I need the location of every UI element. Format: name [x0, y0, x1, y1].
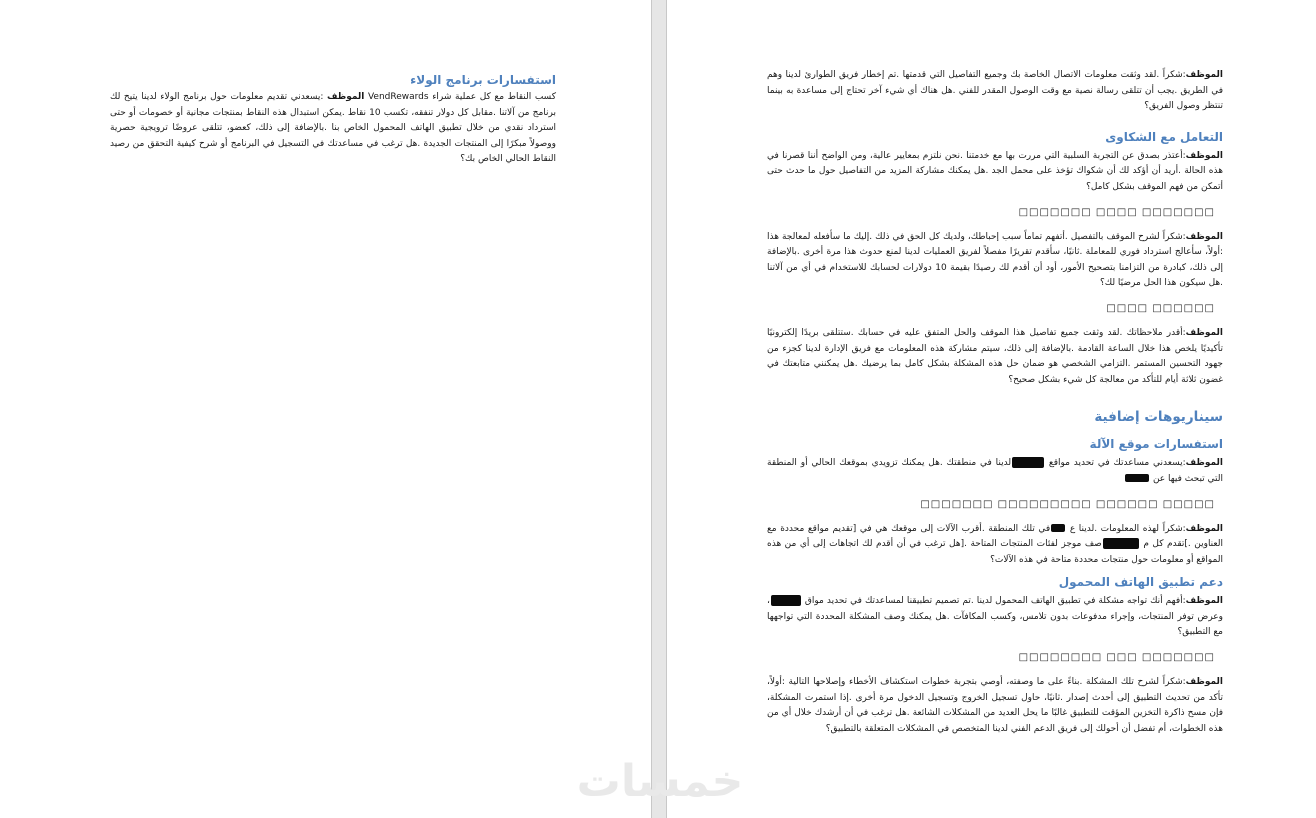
employee-label: الموظف — [327, 92, 365, 102]
mobile-support-text-a: :أفهم أنك تواجه مشكلة في تطبيق الهاتف المحمول لدينا .تم تصميم تطبيقنا لمساعدتك في تحديد مواق — [804, 596, 1186, 607]
right-page-content — [767, 68, 1223, 737]
missing-glyph-line: □□□□□□□□ □□□ □□□□□□□ — [1018, 652, 1215, 664]
machine-location-heading: استفسارات موقع الآلة — [1089, 437, 1223, 452]
machine-directions-text-c: صف موجز لفئات المنتجات المتاحة .[هل ترغب في أن أقدم لك اتجاهات إلى أي من هذه المواقع أو معلومات حول منتجات محددة متاحة في هذه الآلات؟ — [767, 539, 1223, 565]
missing-glyph-line: □□□□□□□ □□□□ □□□□□□□ — [1018, 206, 1215, 218]
redaction-mark — [771, 595, 801, 606]
scenarios-heading: سيناريوهات إضافية — [1094, 409, 1223, 426]
page-gutter — [651, 0, 667, 818]
complaint-apology-paragraph — [767, 149, 1223, 196]
mobile-troubleshooting-text: :شكراً لشرح تلك المشكلة .بناءً على ما وصفته، أوصي بتجربة خطوات استكشاف الأخطاء وإصلاحها التالية :أولاً، تأكد من تحديث التطبيق إلى أحدث إصدار .ثانيًا، حاول تسجيل الخروج وتسجيل الدخول مرة أخرى .إذا استمرت المشكلة، فإن مسح ذاكرة التخزين المؤقت للتطبيق غالبًا ما يحل العديد من المشكلات الشائعة .هل ترغب في أن أرشدك خلال أي من هذه الخطوات، أم تفضل أن أحولك إلى فريق الدعم الفني لدينا المتخصص في المشكلات المتعلقة بالتطبيق؟ — [767, 677, 1223, 734]
redaction-mark — [1051, 524, 1065, 532]
employee-label: الموظف — [1185, 596, 1223, 607]
emergency-text: :شكراً .لقد وثقت معلومات الاتصال الخاصة بك وجميع التفاصيل التي قدمتها .تم إخطار فريق الطوارئ لدينا وهم في الطريق .يجب أن تتلقى رسالة نصية مع وقت الوصول المقدر للفني .هل هناك أي شيء آخر تحتاج إلى مساعدة به بينما تنتظر وصول الفريق؟ — [767, 70, 1223, 112]
left-page — [0, 0, 651, 818]
mobile-troubleshooting-paragraph — [767, 675, 1223, 737]
loyalty-paragraph — [110, 90, 556, 168]
employee-label: الموظف — [1185, 677, 1223, 688]
left-page-content — [110, 72, 556, 168]
machine-directions-text-a: :شكراً لهذه المعلومات .لدينا ع — [1069, 523, 1186, 534]
emergency-paragraph — [767, 68, 1223, 115]
employee-label: الموظف — [1185, 231, 1223, 242]
missing-glyph-line: □□□□□□□ □□□□□□□□□ □□□□□□ □□□□□ — [920, 498, 1215, 510]
employee-label: الموظف — [1185, 70, 1223, 80]
complaint-followup-text: :أقدر ملاحظاتك .لقد وثقت جميع تفاصيل هذا الموقف والحل المتفق عليه في حسابك .ستتلقى بريدًا إلكترونيًا تأكيديًا يلخص هذا خلال الساعة القادمة .بالإضافة إلى ذلك، سيتم مشاركة هذه المعلومات مع فريق الإدارة لدينا كجزء من جهود التحسين المستمر .التزامي الشخصي هو ضمان حل هذه المشكلة بشكل كامل بما يرضيك .هل يمكنني متابعتك في غضون ثلاثة أيام للتأكد من معالجة كل شيء بشكل صحيح؟ — [767, 327, 1223, 385]
mobile-support-heading: دعم تطبيق الهاتف المحمول — [1058, 575, 1223, 590]
employee-label: الموظف — [1185, 150, 1223, 161]
employee-label: الموظف — [1185, 327, 1223, 338]
watermark-logo: خمسات — [576, 756, 744, 807]
redaction-mark — [1125, 474, 1149, 482]
machine-location-text-a: :يسعدني مساعدتك في تحديد مواقع — [1048, 458, 1186, 469]
machine-directions-text-b: في تلك المنطقة .أقرب الآلات إلى موقعك هي في [تقديم مواقع محددة مع العناوين .]تقدم كل م — [767, 523, 1223, 550]
complaint-followup-paragraph — [767, 326, 1223, 388]
machine-location-paragraph — [767, 456, 1223, 487]
loyalty-text-pre: كسب النقاط مع كل عملية شراء — [432, 92, 556, 102]
complaints-heading: التعامل مع الشكاوى — [1105, 129, 1223, 144]
loyalty-heading: استفسارات برنامج الولاء — [410, 73, 556, 87]
loyalty-brand: VendRewards — [367, 92, 429, 102]
machine-location-text-b: لدينا في منطقتك .هل يمكنك تزويدي بموقعك الحالي أو المنطقة التي تبحث فيها عن — [767, 458, 1223, 484]
missing-glyph-line: □□□□ □□□□□□ — [1106, 302, 1215, 314]
mobile-support-paragraph — [767, 594, 1223, 641]
redaction-mark — [1103, 538, 1139, 549]
employee-label: الموظف — [1185, 523, 1223, 534]
employee-label: الموظف — [1185, 458, 1223, 469]
loyalty-text-post: :يسعدني تقديم معلومات حول برنامج الولاء لدينا يتيح لك برنامج من آلاتنا .مقابل كل دولار تنفقه، تكسب 10 نقاط .يمكن استبدال هذه النقاط بمنتجات مجانية أو خصومات أو حتى استرداد نقدي من خلال تطبيق الهاتف المحمول الخاص بنا .بالإضافة إلى ذلك، كعضو، تتلقى عروضًا ترويجية حصرية ووصولاً مبكرًا إلى المنتجات الجديدة .هل ترغب في مساعدتك في التسجيل في البرنامج أو شرح كيفية التحقق من رصيد النقاط الحالي الخاص بك؟ — [110, 92, 556, 165]
complaint-resolution-paragraph — [767, 230, 1223, 292]
complaint-resolution-text: :شكراً لشرح الموقف بالتفصيل .أتفهم تماماً سبب إحباطك، ولديك كل الحق في ذلك .إليك ما سأفعله لمعالجة هذا :أولاً، سأعالج استرداد فوري للمعاملة .ثانيًا، سأقدم تقريرًا مفصلاً لفريق العمليات لدينا لمنع حدوث هذا مرة أخرى .بالإضافة إلى ذلك، كبادرة من التزامنا بتصحيح الأمور، أود أن أقدم لك رصيدًا بقيمة 10 دولارات لحسابك للاستخدام في أي من آلاتنا .هل سيكون هذا الحل مرضيًا لك؟ — [767, 231, 1223, 289]
redaction-mark — [1012, 457, 1044, 468]
complaint-apology-text: :أعتذر بصدق عن التجربة السلبية التي مررت بها مع خدمتنا .نحن نلتزم بمعايير عالية، ومن الواضح أننا قصرنا في هذه الحالة .أريد أن أؤكد لك أن شكواك تؤخذ على محمل الجد .هل يمكنك مشاركة المزيد من التفاصيل حول ما حدث حتى أتمكن من فهم الموقف بشكل كامل؟ — [767, 150, 1223, 192]
mobile-support-text-b: ، وعرض توفر المنتجات، وإجراء مدفوعات بدون تلامس، وكسب المكافآت .هل يمكنك وصف المشكلة المحددة التي تواجهها مع التطبيق؟ — [767, 596, 1223, 638]
right-page — [667, 0, 1316, 818]
machine-directions-paragraph — [767, 522, 1223, 569]
